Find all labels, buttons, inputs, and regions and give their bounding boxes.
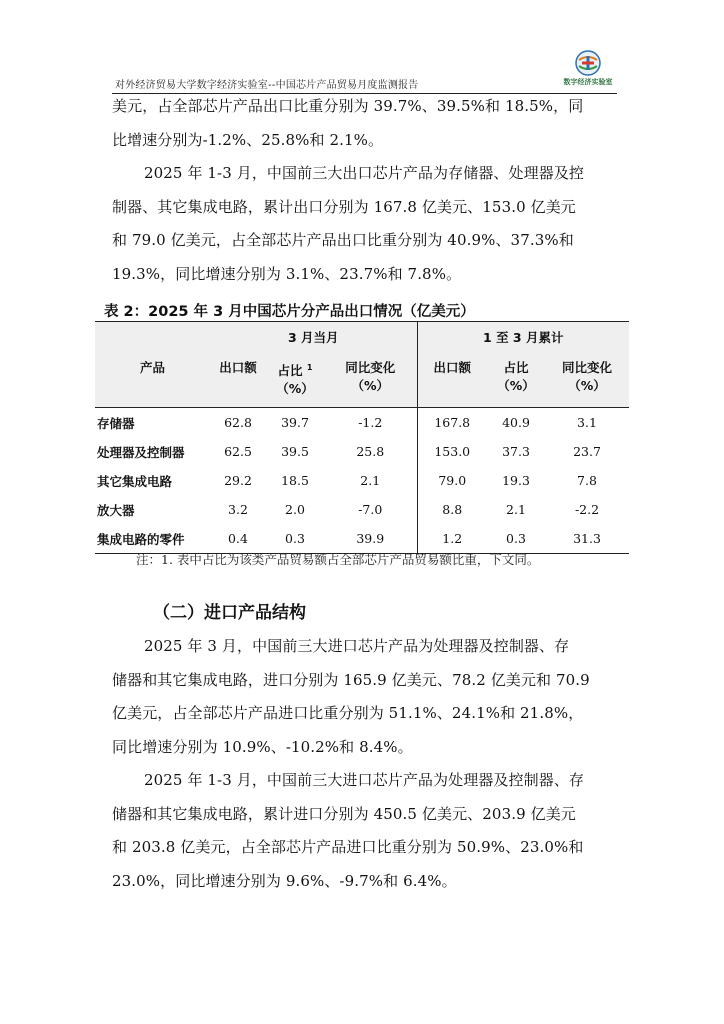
text-line: 19.3%，同比增速分别为 3.1%、23.7%和 7.8%。 bbox=[112, 264, 462, 283]
cell-cum-share: 0.3 bbox=[487, 524, 545, 554]
cell-cum-share: 40.9 bbox=[502, 415, 530, 430]
cell-cum-yoy: -2.2 bbox=[574, 502, 600, 517]
text-line: 比增速分别为-1.2%、25.8%和 2.1%。 bbox=[112, 130, 384, 149]
logo-text: 数字经济实验室 bbox=[563, 78, 613, 86]
text-line: 23.0%，同比增速分别为 9.6%、-9.7%和 6.4%。 bbox=[112, 871, 457, 890]
cell-month-export: 3.2 bbox=[228, 502, 248, 517]
cell-product: 处理器及控制器 bbox=[97, 444, 185, 460]
col-header-share: 占比 $^1$ （%） bbox=[266, 352, 324, 408]
table-column-header-row bbox=[95, 352, 629, 408]
cell-month-yoy: 39.9 bbox=[324, 524, 417, 554]
cell-month-export: 0.4 bbox=[210, 524, 266, 554]
text-line: 制器、其它集成电路，累计出口分别为 167.8 亿美元、153.0 亿美元 bbox=[112, 197, 576, 216]
cell-cum-export: 79.0 bbox=[417, 466, 487, 495]
text-line: 亿美元，占全部芯片产品进口比重分别为 51.1%、24.1%和 21.8%， bbox=[112, 704, 584, 722]
table-row bbox=[95, 408, 629, 438]
paragraph-export-march-cont bbox=[112, 90, 618, 157]
cell-cum-export: 153.0 bbox=[417, 437, 487, 466]
cell-month-share: 39.5 bbox=[281, 444, 309, 459]
table-row bbox=[95, 466, 629, 495]
table-header-empty bbox=[95, 322, 210, 353]
table-row bbox=[95, 495, 629, 524]
cell-cum-export: 8.8 bbox=[417, 495, 487, 524]
cell-product: 存储器 bbox=[97, 415, 135, 431]
text-line: 同比增速分别为 10.9%、-10.2%和 8.4%。 bbox=[112, 737, 413, 756]
cell-cum-share: 19.3 bbox=[502, 473, 530, 488]
cell-product: 其它集成电路 bbox=[97, 473, 173, 489]
cell-cum-yoy: 3.1 bbox=[577, 415, 597, 430]
cell-cum-share: 2.1 bbox=[506, 502, 526, 517]
cell-month-yoy: -1.2 bbox=[358, 415, 383, 430]
group-header-month: 3 月当月 bbox=[210, 322, 417, 353]
col-header-export-cum: 出口额 bbox=[417, 352, 487, 408]
paragraph-import-march bbox=[112, 630, 618, 764]
text-line: 美元，占全部芯片产品出口比重分别为 39.7%、39.5%和 18.5%，同 bbox=[112, 97, 584, 115]
cell-cum-share: 37.3 bbox=[502, 444, 530, 459]
running-header: 对外经济贸易大学数字经济实验室--中国芯片产品贸易月度监测报告 bbox=[115, 80, 419, 91]
paragraph-export-q1 bbox=[112, 157, 618, 291]
cell-month-yoy: -7.0 bbox=[358, 502, 383, 517]
export-by-product-table bbox=[95, 321, 629, 554]
cell-month-yoy: 2.1 bbox=[360, 473, 381, 488]
lab-logo bbox=[556, 50, 620, 90]
text-line: 2025 年 1-3 月，中国前三大进口芯片产品为处理器及控制器、存 bbox=[144, 771, 585, 789]
cell-month-share: 39.7 bbox=[281, 415, 309, 430]
col-header-yoy: 同比变化 （%） bbox=[324, 352, 417, 408]
text-line: 2025 年 1-3 月，中国前三大出口芯片产品为存储器、处理器及控 bbox=[144, 164, 585, 182]
table-row bbox=[95, 437, 629, 466]
globe-logo-icon bbox=[575, 50, 601, 76]
text-line: 储器和其它集成电路，累计进口分别为 450.5 亿美元、203.9 亿美元 bbox=[112, 804, 576, 823]
cell-month-export: 29.2 bbox=[224, 473, 252, 488]
cell-month-yoy: 25.8 bbox=[356, 444, 385, 459]
text-line: 储器和其它集成电路，进口分别为 165.9 亿美元、78.2 亿美元和 70.9 bbox=[112, 670, 590, 689]
cell-product: 集成电路的零件 bbox=[95, 524, 210, 554]
text-line: 2025 年 3 月，中国前三大进口芯片产品为处理器及控制器、存 bbox=[144, 637, 570, 655]
cell-cum-export: 167.8 bbox=[417, 408, 487, 438]
cell-month-share: 18.5 bbox=[281, 473, 309, 488]
table-caption: 表 2：2025 年 3 月中国芯片分产品出口情况（亿美元） bbox=[104, 304, 475, 320]
cell-product: 放大器 bbox=[97, 502, 135, 518]
col-header-share-cum: 占比 （%） bbox=[487, 352, 545, 408]
cell-month-export: 62.8 bbox=[224, 415, 252, 430]
paragraph-import-q1 bbox=[112, 764, 618, 898]
col-header-yoy-cum: 同比变化 （%） bbox=[545, 352, 629, 408]
cell-cum-yoy: 7.8 bbox=[577, 473, 597, 488]
col-header-export: 出口额 bbox=[210, 352, 266, 408]
table-note: 注：1. 表中占比为该类产品贸易额占全部芯片产品贸易额比重，下文同。 bbox=[136, 552, 540, 567]
table-group-header-row bbox=[95, 322, 629, 353]
cell-month-share: 2.0 bbox=[285, 502, 305, 517]
cell-cum-export: 1.2 bbox=[417, 524, 487, 554]
col-header-product: 产品 bbox=[95, 352, 210, 408]
section-title: （二）进口产品结构 bbox=[153, 603, 306, 623]
group-header-cumulative: 1 至 3 月累计 bbox=[417, 322, 629, 353]
cell-cum-yoy: 31.3 bbox=[545, 524, 629, 554]
cell-month-export: 62.5 bbox=[224, 444, 252, 459]
text-line: 和 79.0 亿美元，占全部芯片产品出口比重分别为 40.9%、37.3%和 bbox=[112, 231, 574, 249]
text-line: 和 203.8 亿美元，占全部芯片产品进口比重分别为 50.9%、23.0%和 bbox=[112, 838, 584, 856]
cell-month-share: 0.3 bbox=[266, 524, 324, 554]
cell-cum-yoy: 23.7 bbox=[573, 444, 601, 459]
